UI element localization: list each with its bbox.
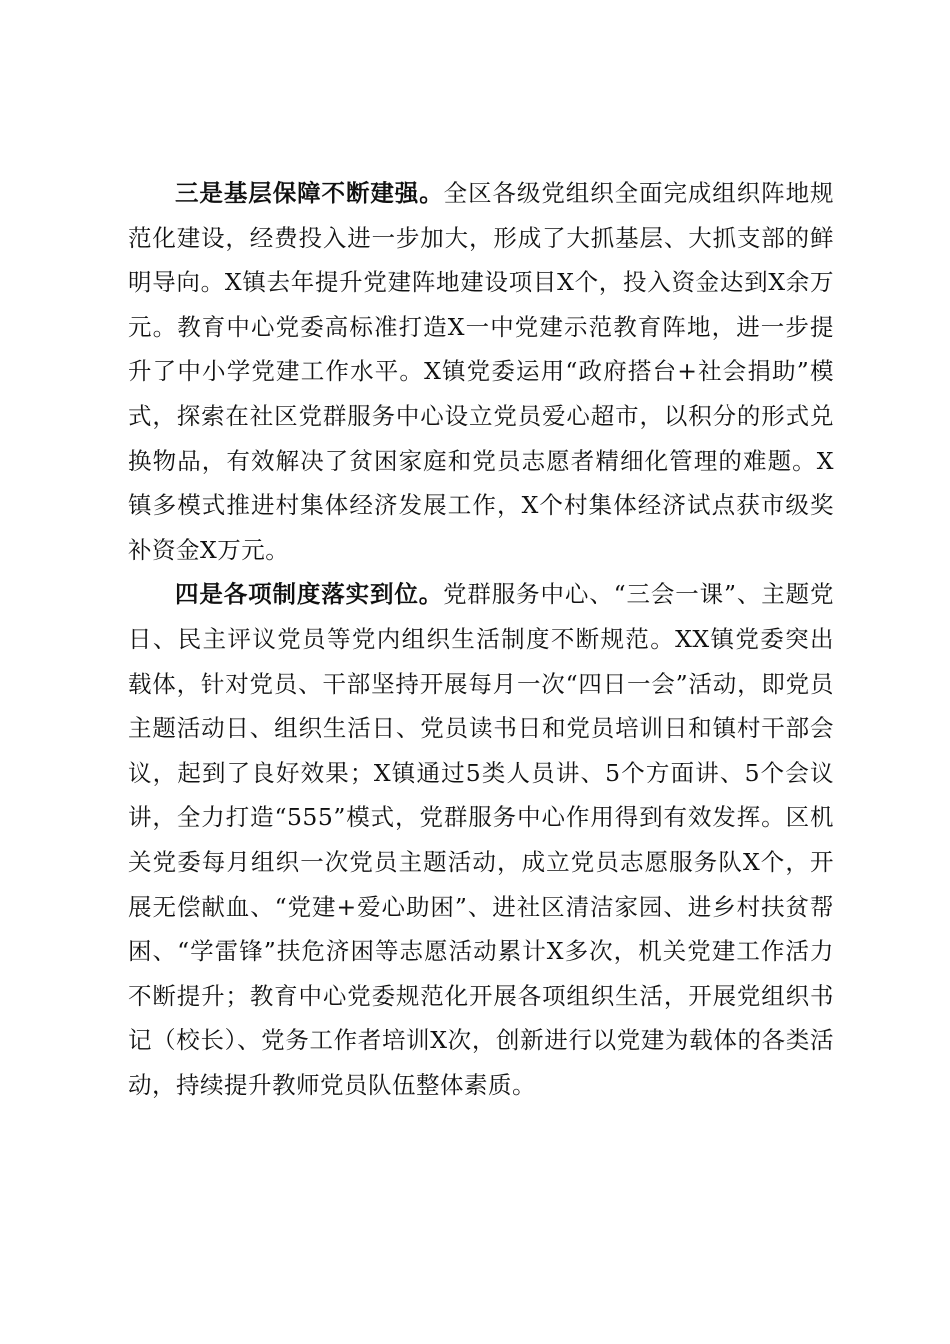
paragraph-lead-heading: 三是基层保障不断建强。 xyxy=(175,179,444,207)
paragraph-text: 党群服务中心、“三会一课”、主题党日、民主评议党员等党内组织生活制度不断规范。XX镇党委突出载体，针对党员、干部坚持开展每月一次“四日一会”活动，即党员主题活动日、组织生活日、党员读书日和党员培训日和镇村干部会议，起到了良好效果；X镇通过5类人员讲、5个方面讲、5个会议讲，全力打造“555”模式，党群服务中心作用得到有效发挥。区机关党委每月组织一次党员主题活动，成立党员志愿服务队X个，开展无偿献血、“党建+爱心助困”、进社区清洁家园、进乡村扶贫帮困、“学雷锋”扶危济困等志愿活动累计X多次，机关党建工作活力不断提升；教育中心党委规范化开展各项组织生活，开展党组织书记（校长）、党务工作者培训X次，创新进行以党建为载体的各类活动，持续提升教师党员队伍整体素质。 xyxy=(128,580,834,1099)
document-body xyxy=(128,171,834,1107)
paragraph-grassroots-guarantee xyxy=(128,171,834,572)
paragraph-lead-heading: 四是各项制度落实到位。 xyxy=(175,580,444,609)
paragraph-system-implementation xyxy=(128,572,834,1107)
paragraph-text: 全区各级党组织全面完成组织阵地规范化建设，经费投入进一步加大，形成了大抓基层、大抓支部的鲜明导向。X镇去年提升党建阵地建设项目X个，投入资金达到X余万元。教育中心党委高标准打造X一中党建示范教育阵地，进一步提升了中小学党建工作水平。X镇党委运用“政府搭台+社会捐助”模式，探索在社区党群服务中心设立党员爱心超市，以积分的形式兑换物品，有效解决了贫困家庭和党员志愿者精细化管理的难题。X镇多模式推进村集体经济发展工作，X个村集体经济试点获市级奖补资金X万元。 xyxy=(128,179,835,564)
